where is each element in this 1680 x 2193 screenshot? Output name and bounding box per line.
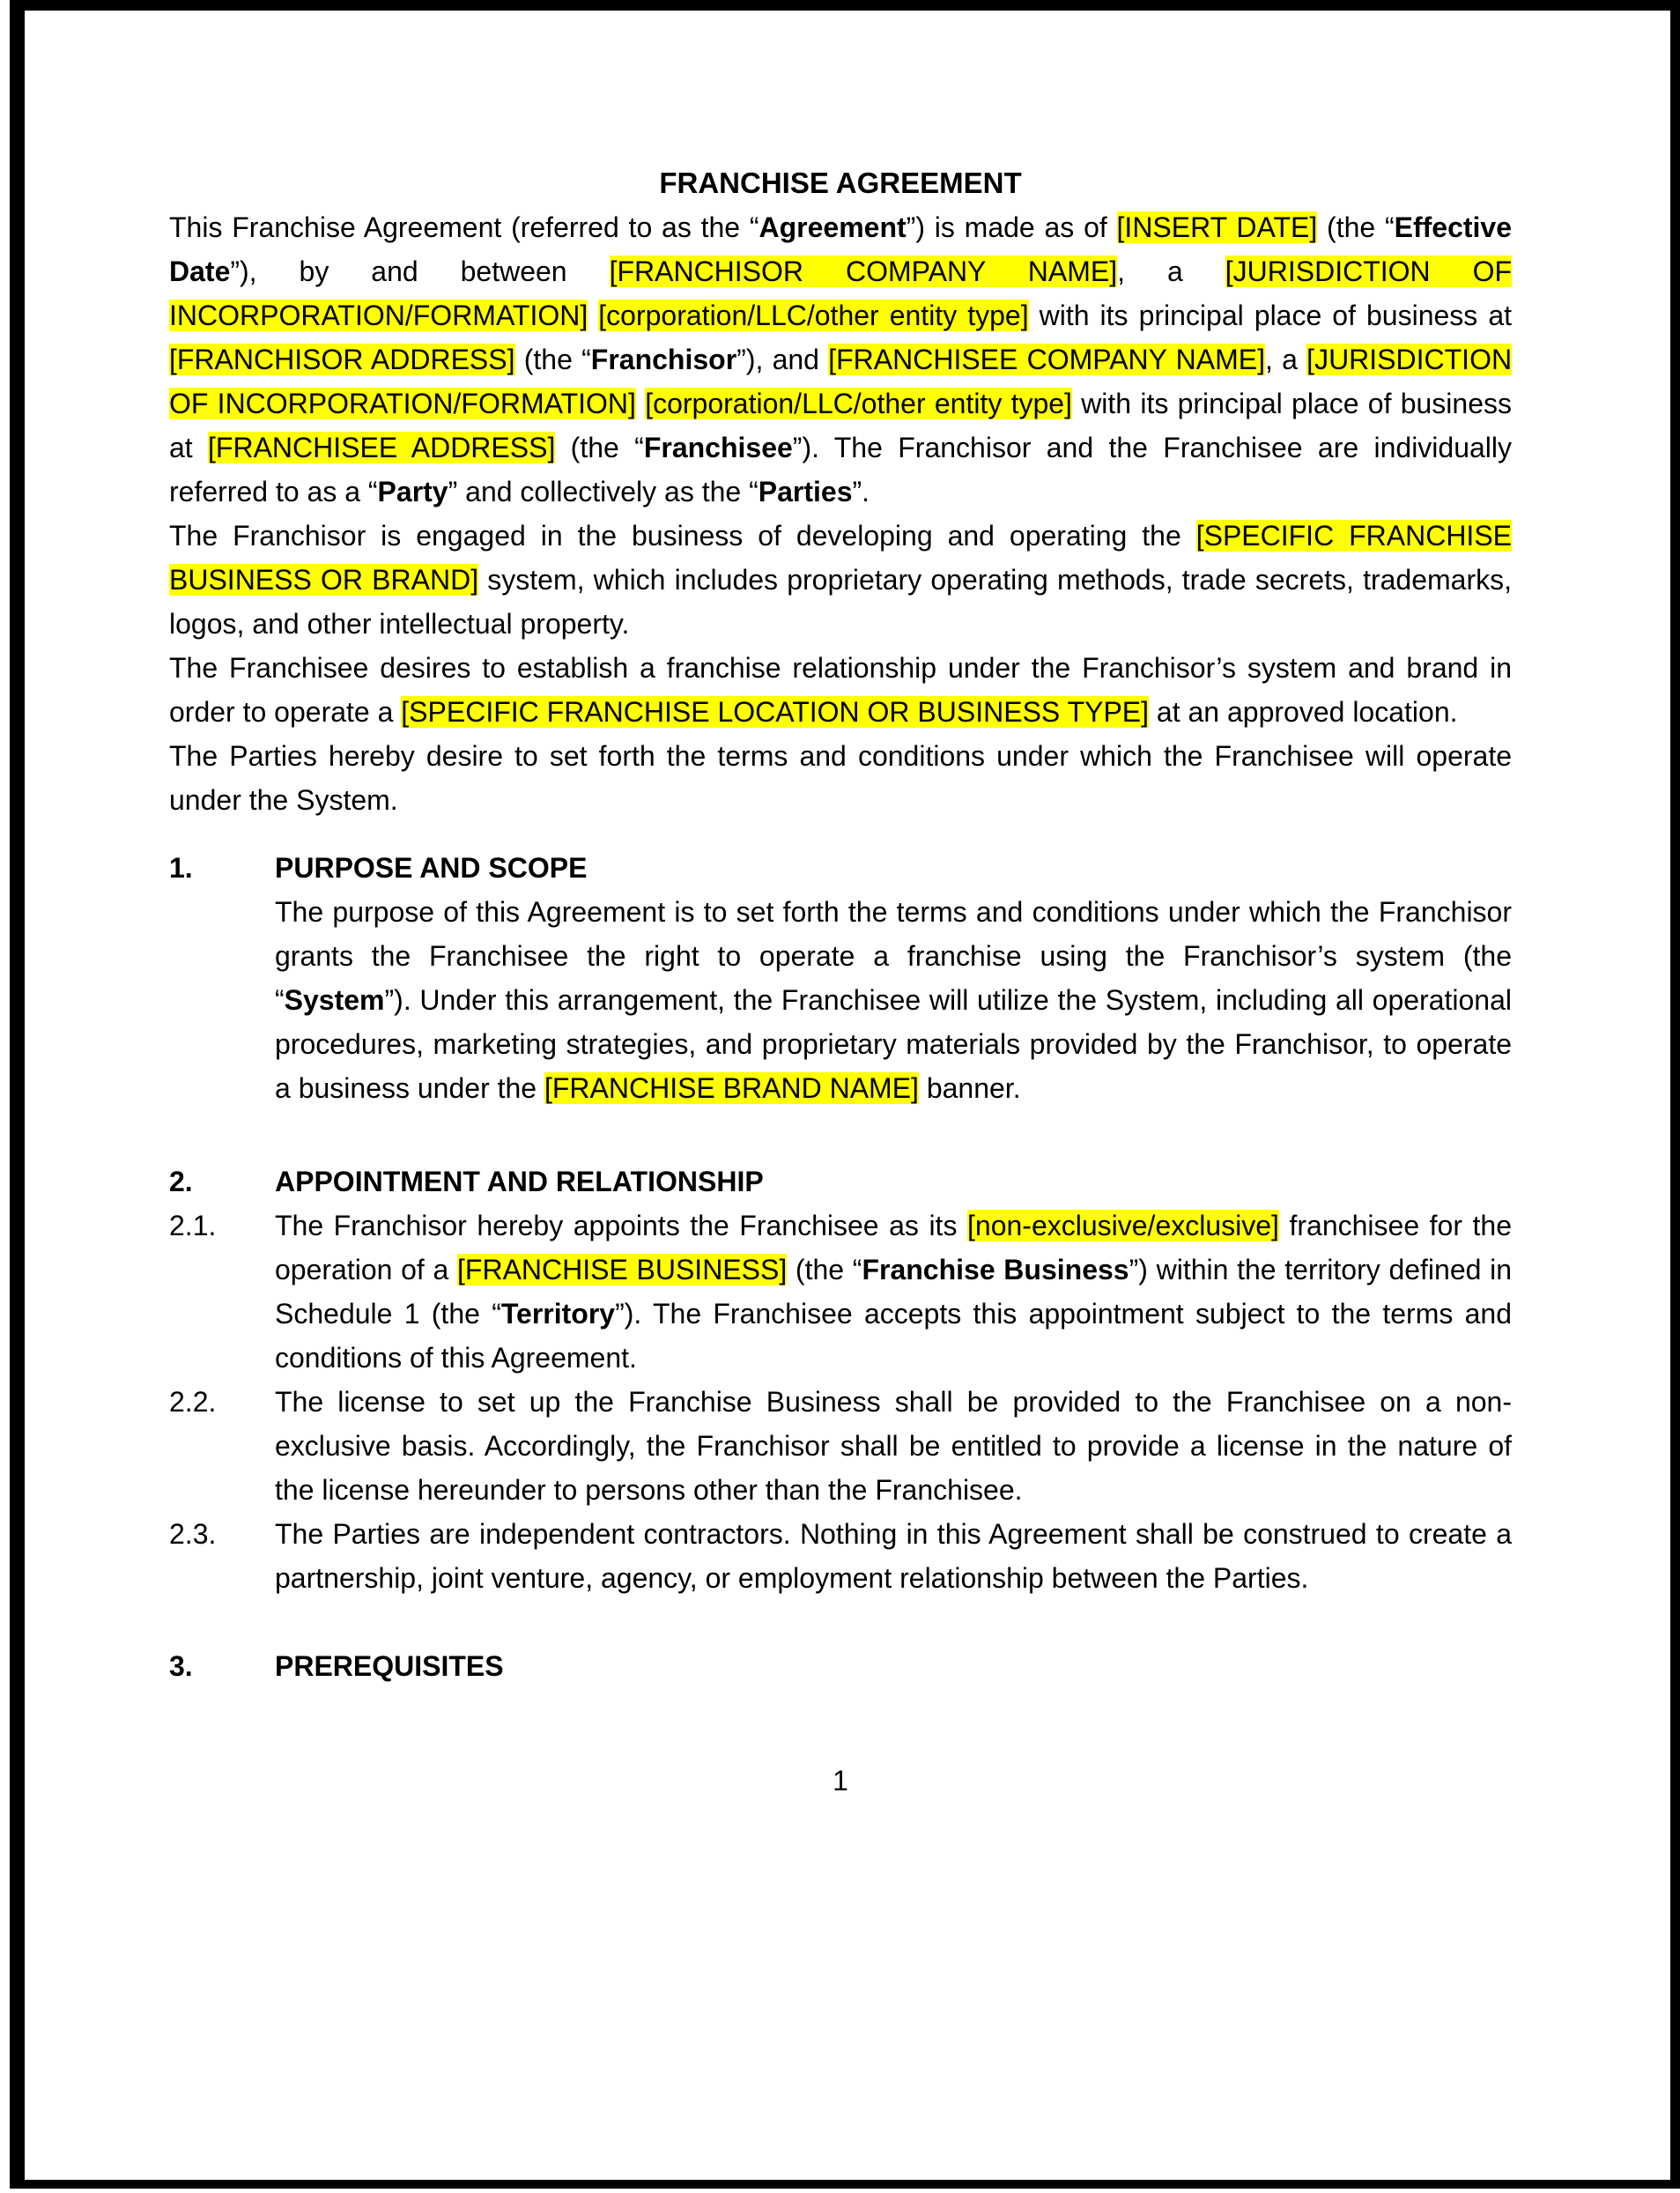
text-segment: ”) within the territory defined in Schedule 1 (the “	[275, 1254, 1513, 1330]
text-segment: The Franchisor hereby appoints the Franchisee as its	[275, 1210, 967, 1241]
section-title: PURPOSE AND SCOPE	[275, 852, 588, 884]
text-segment: The license to set up the Franchise Business shall be provided to the Franchisee on a non-exclusive basis. Accordingly, the Franchisor shall be entitled to provide a license in the nature of the license hereunder to persons other than the Franchisee.	[275, 1386, 1512, 1506]
text-segment: ”). The Franchisee accepts this appointment subject to the terms and conditions of this Agreement.	[275, 1298, 1513, 1374]
section-number: 3.	[169, 1650, 193, 1682]
text-segment: ”), and	[736, 344, 829, 375]
placeholder-highlight: [INSERT DATE]	[1116, 211, 1318, 243]
text-segment: (the “	[787, 1254, 862, 1285]
paragraph-purpose-body	[169, 890, 1512, 1110]
text-segment: The Parties hereby desire to set forth the terms and conditions under which the Franchisee will operate under the System.	[169, 740, 1512, 816]
text-segment: Party	[377, 476, 448, 508]
clause-number: 2.2.	[169, 1386, 217, 1418]
text-segment: Franchise Business	[862, 1254, 1129, 1285]
text-segment: system, which includes proprietary operating methods, trade secrets, trademarks, logos, and other intellectual property.	[169, 564, 1512, 640]
clause-number: 2.1.	[169, 1210, 217, 1241]
text-segment: The Parties are independent contractors. Nothing in this Agreement shall be construed to create a partnership, joint venture, agency, or employment relationship between the Parties.	[275, 1518, 1512, 1594]
text-segment: (the “	[514, 344, 591, 375]
text-segment: Franchisee	[643, 432, 793, 463]
paragraph-franchisor-recital	[169, 514, 1512, 646]
text-segment: banner.	[918, 1072, 1021, 1104]
text-segment: (the “	[1317, 211, 1395, 243]
text-segment: Effective Date	[169, 211, 1512, 287]
placeholder-highlight: [FRANCHISEE COMPANY NAME]	[828, 344, 1266, 375]
text-segment: The Franchisee desires to establish a franchise relationship under the Franchisor’s system and brand in order to operate a	[169, 652, 1512, 728]
paragraph-parties-desire	[169, 734, 1512, 822]
text-segment: , a	[1117, 256, 1225, 287]
placeholder-highlight: [FRANCHISE BUSINESS]	[457, 1254, 788, 1285]
paragraph-parties-intro	[169, 205, 1512, 514]
section-number: 1.	[169, 852, 193, 884]
placeholder-highlight: [corporation/LLC/other entity type]	[645, 388, 1072, 419]
text-segment: Agreement	[759, 211, 907, 243]
text-segment: , a	[1265, 344, 1307, 375]
text-segment: Territory	[500, 1298, 616, 1330]
clause-text	[275, 1210, 1512, 1374]
page-number: 1	[833, 1765, 848, 1797]
text-segment: ”). The Franchisor and the Franchisee are individually referred to as a “	[169, 432, 1513, 508]
text-segment: The purpose of this Agreement is to set forth the terms and conditions under which the Franchisor grants the Franchisee the right to operate a franchise using the Franchisor’s system (the “	[275, 896, 1512, 1016]
paragraph-franchisee-recital	[169, 646, 1512, 734]
clause-text	[275, 1518, 1512, 1594]
text-segment: ”), by and between	[230, 256, 610, 287]
section-number: 2.	[169, 1166, 193, 1197]
text-segment: Franchisor	[590, 344, 737, 375]
text-segment: ”). Under this arrangement, the Franchisee will utilize the System, including all operational procedures, marketing strategies, and proprietary materials provided by the Franchisor, to operate a business under the	[275, 984, 1512, 1104]
section-title: APPOINTMENT AND RELATIONSHIP	[275, 1166, 764, 1197]
text-segment: with its principal place of business at	[1028, 300, 1513, 331]
text-segment: System	[284, 984, 385, 1016]
section-heading-prerequisites	[169, 1644, 1512, 1688]
section-heading-appointment-and-relationship	[169, 1159, 1512, 1204]
placeholder-highlight: [FRANCHISE BRAND NAME]	[544, 1072, 919, 1104]
text-segment: ”) is made as of	[906, 211, 1117, 243]
placeholder-highlight: [corporation/LLC/other entity type]	[598, 300, 1029, 331]
placeholder-highlight: [JURISDICTION OF INCORPORATION/FORMATION]	[169, 344, 1513, 419]
text-segment: (the “	[555, 432, 644, 463]
text-segment	[636, 388, 645, 419]
section-heading-purpose-and-scope	[169, 846, 1512, 890]
text-segment	[588, 300, 598, 331]
placeholder-highlight: [FRANCHISOR ADDRESS]	[169, 344, 515, 375]
text-segment: ”.	[852, 476, 870, 508]
placeholder-highlight: [FRANCHISOR COMPANY NAME]	[609, 256, 1118, 287]
clause-2-2	[169, 1380, 1512, 1512]
text-segment: franchisee for the operation of a	[275, 1210, 1513, 1285]
clause-text	[275, 1386, 1512, 1506]
clause-number: 2.3.	[169, 1518, 217, 1550]
text-segment: Parties	[758, 476, 853, 508]
text-segment: with its principal place of business at	[169, 388, 1513, 463]
text-segment: This Franchise Agreement (referred to as the “	[169, 211, 759, 243]
section-title: PREREQUISITES	[275, 1650, 504, 1682]
text-segment: ” and collectively as the “	[448, 476, 759, 508]
clause-2-1	[169, 1204, 1512, 1380]
placeholder-highlight: [JURISDICTION OF INCORPORATION/FORMATION]	[169, 256, 1513, 331]
placeholder-highlight: [SPECIFIC FRANCHISE LOCATION OR BUSINESS TYPE]	[401, 696, 1150, 728]
placeholder-highlight: [non-exclusive/exclusive]	[967, 1210, 1279, 1241]
clause-2-3	[169, 1512, 1512, 1600]
placeholder-highlight: [SPECIFIC FRANCHISE BUSINESS OR BRAND]	[169, 520, 1513, 596]
text-segment: The Franchisor is engaged in the business of developing and operating the	[169, 520, 1196, 552]
placeholder-highlight: [FRANCHISEE ADDRESS]	[208, 432, 556, 463]
document-title: FRANCHISE AGREEMENT	[659, 167, 1022, 199]
text-segment: at an approved location.	[1149, 696, 1458, 728]
